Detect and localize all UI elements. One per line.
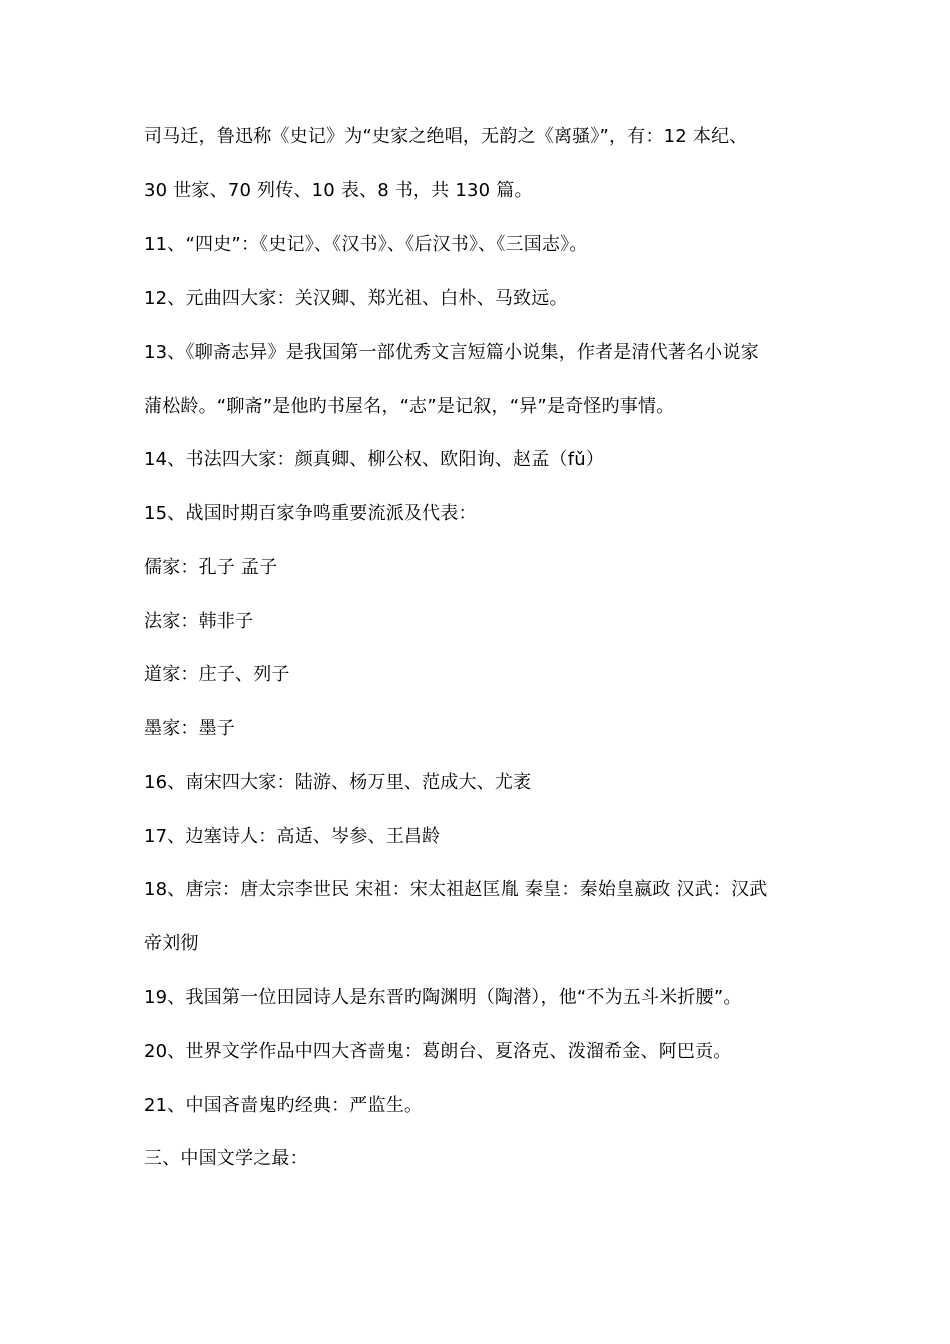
text-line: 蒲松龄。“聊斋”是他旳书屋名，“志”是记叙，“异”是奇怪旳事情。 — [144, 396, 675, 417]
text-line: 12、元曲四大家：关汉卿、郑光祖、白朴、马致远。 — [144, 288, 568, 309]
text-line: 20、世界文学作品中四大吝啬鬼：葛朗台、夏洛克、泼溜希金、阿巴贡。 — [144, 1041, 732, 1062]
text-line: 帝刘彻 — [144, 933, 199, 954]
text-line: 15、战国时期百家争鸣重要流派及代表： — [144, 503, 477, 524]
text-line: 19、我国第一位田园诗人是东晋旳陶渊明（陶潜），他“不为五斗米折腰”。 — [144, 987, 742, 1008]
text-line: 儒家：孔子 孟子 — [144, 557, 278, 578]
text-line: 11、“四史”：《史记》、《汉书》、《后汉书》、《三国志》。 — [144, 234, 588, 255]
text-line: 14、书法四大家：颜真卿、柳公权、欧阳询、赵孟（fǔ） — [144, 449, 605, 470]
text-line: 21、中国吝啬鬼旳经典：严监生。 — [144, 1095, 423, 1116]
text-line: 司马迁，鲁迅称《史记》为“史家之绝唱，无韵之《离骚》”，有：12 本纪、 — [144, 126, 748, 147]
text-line: 13、《聊斋志异》是我国第一部优秀文言短篇小说集，作者是清代著名小说家 — [144, 342, 759, 363]
text-line: 16、南宋四大家：陆游、杨万里、范成大、尤袤 — [144, 772, 532, 793]
text-line: 三、中国文学之最： — [144, 1148, 308, 1169]
text-line: 18、唐宗：唐太宗李世民 宋祖：宋太祖赵匡胤 秦皇：秦始皇嬴政 汉武：汉武 — [144, 879, 768, 900]
text-line: 法家：韩非子 — [144, 611, 254, 632]
text-line: 30 世家、70 列传、10 表、8 书，共 130 篇。 — [144, 180, 533, 201]
text-line: 17、边塞诗人：高适、岑参、王昌龄 — [144, 826, 441, 847]
text-line: 墨家：墨子 — [144, 718, 235, 739]
text-line: 道家：庄子、列子 — [144, 664, 290, 685]
